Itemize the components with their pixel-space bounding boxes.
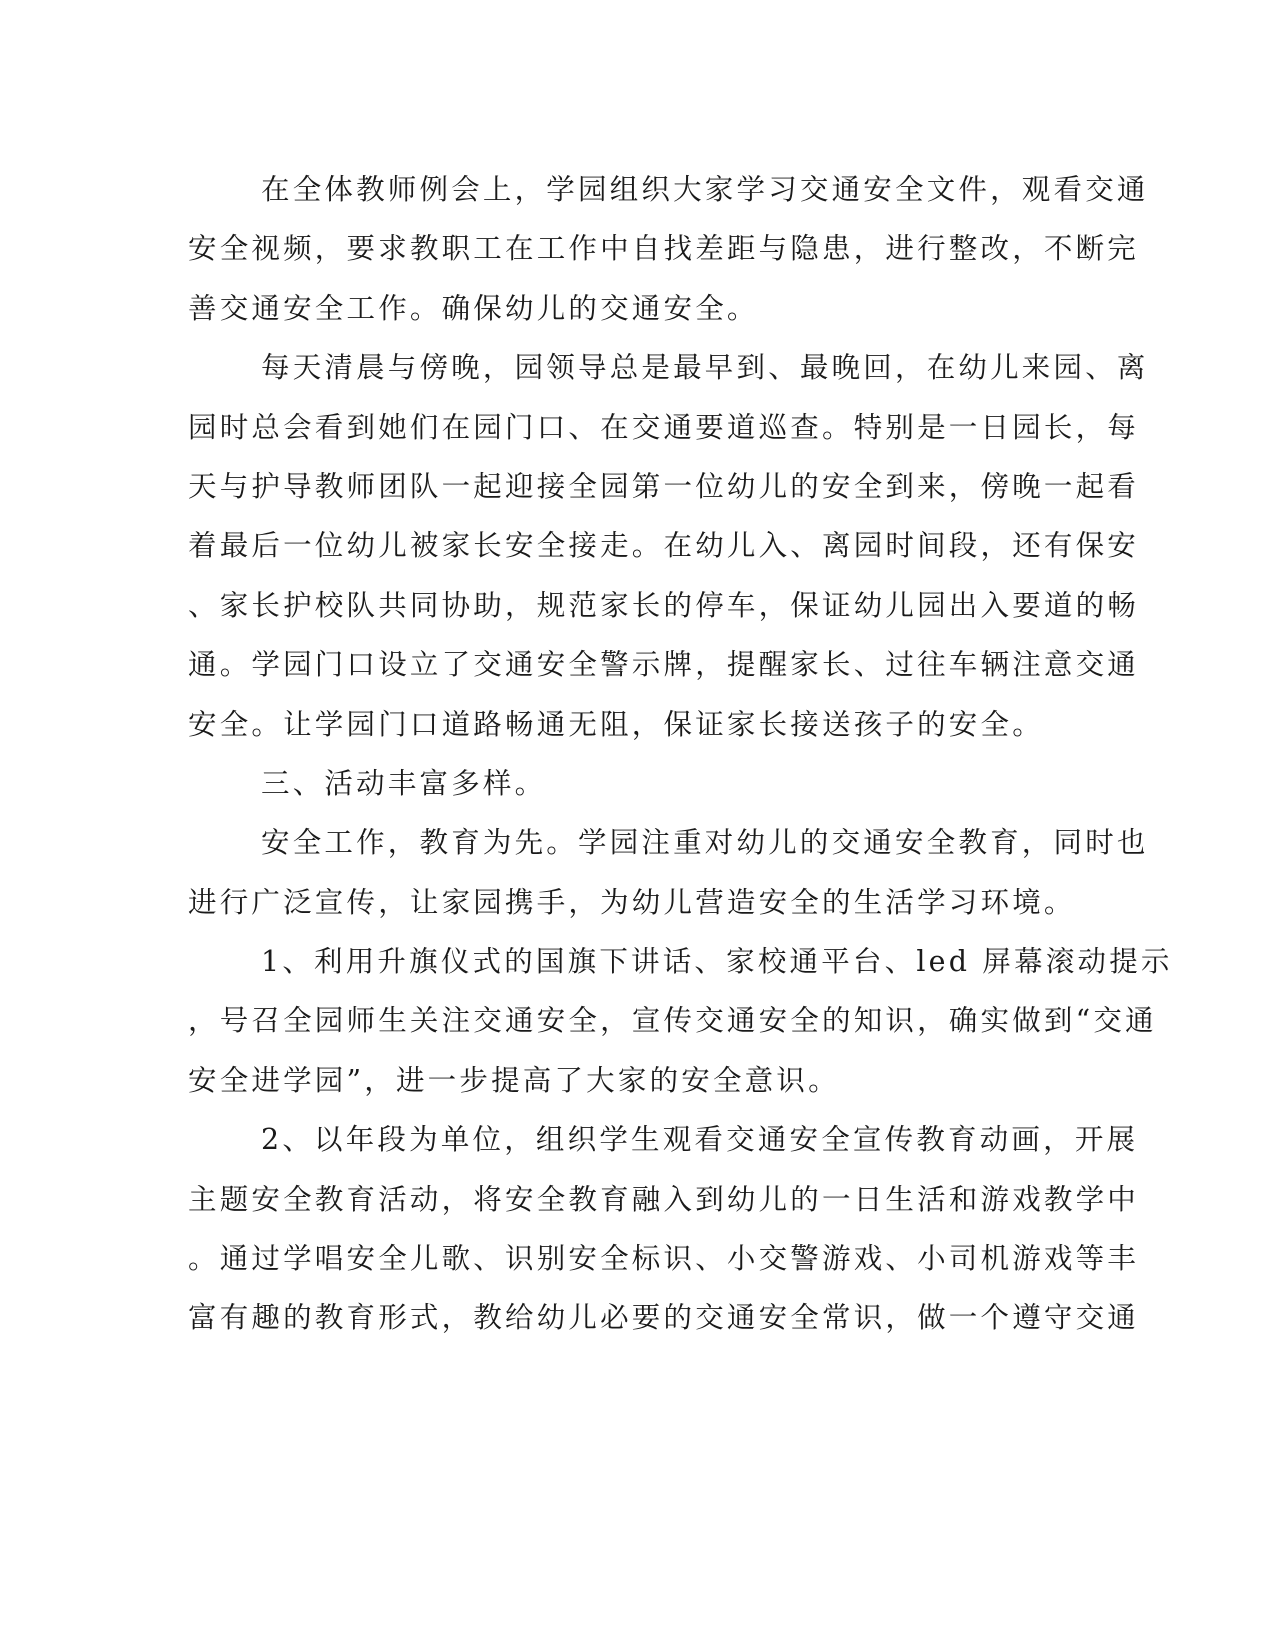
body-text [188, 160, 1173, 1348]
paragraph-line: 着最后一位幼儿被家长安全接走。在幼儿入、离园时间段，还有保安 [188, 529, 1140, 563]
paragraph-line: 每天清晨与傍晚，园领导总是最早到、最晚回，在幼儿来园、离 [261, 351, 1149, 385]
paragraph-line: 进行广泛宣传，让家园携手，为幼儿营造安全的生活学习环境。 [188, 885, 1076, 919]
paragraph-line: 安全。让学园门口道路畅通无阻，保证家长接送孩子的安全。 [188, 707, 1044, 741]
paragraph-line: 天与护导教师团队一起迎接全园第一位幼儿的安全到来，傍晚一起看 [188, 469, 1140, 503]
paragraph-line: 安全工作，教育为先。学园注重对幼儿的交通安全教育，同时也 [261, 826, 1149, 860]
list-item-line: 。通过学唱安全儿歌、识别安全标识、小交警游戏、小司机游戏等丰 [188, 1242, 1140, 1276]
paragraph-line: 园时总会看到她们在园门口、在交通要道巡查。特别是一日园长，每 [188, 410, 1140, 444]
list-item-line: 富有趣的教育形式，教给幼儿必要的交通安全常识，做一个遵守交通 [188, 1301, 1140, 1335]
section-heading: 三、活动丰富多样。 [261, 766, 547, 800]
paragraph-line: 在全体教师例会上，学园组织大家学习交通安全文件，观看交通 [261, 173, 1149, 206]
list-item-line: 1、利用升旗仪式的国旗下讲话、家校通平台、led 屏幕滚动提示 [261, 945, 1173, 979]
paragraph-line: 通。学园门口设立了交通安全警示牌，提醒家长、过往车辆注意交通 [188, 648, 1140, 682]
paragraph-line: 安全视频，要求教职工在工作中自找差距与隐患，进行整改，不断完 [188, 232, 1140, 266]
list-item-line: 2、以年段为单位，组织学生观看交通安全宣传教育动画，开展 [261, 1123, 1139, 1157]
list-item-line: 安全进学园”，进一步提高了大家的安全意识。 [188, 1063, 840, 1097]
paragraph-line: 善交通安全工作。确保幼儿的交通安全。 [188, 291, 759, 325]
list-item-line: 主题安全教育活动，将安全教育融入到幼儿的一日生活和游戏教学中 [188, 1182, 1140, 1216]
paragraph-line: 、家长护校队共同协助，规范家长的停车，保证幼儿园出入要道的畅 [188, 588, 1140, 622]
list-item-line: ，号召全园师生关注交通安全，宣传交通安全的知识，确实做到“交通 [188, 1004, 1157, 1038]
